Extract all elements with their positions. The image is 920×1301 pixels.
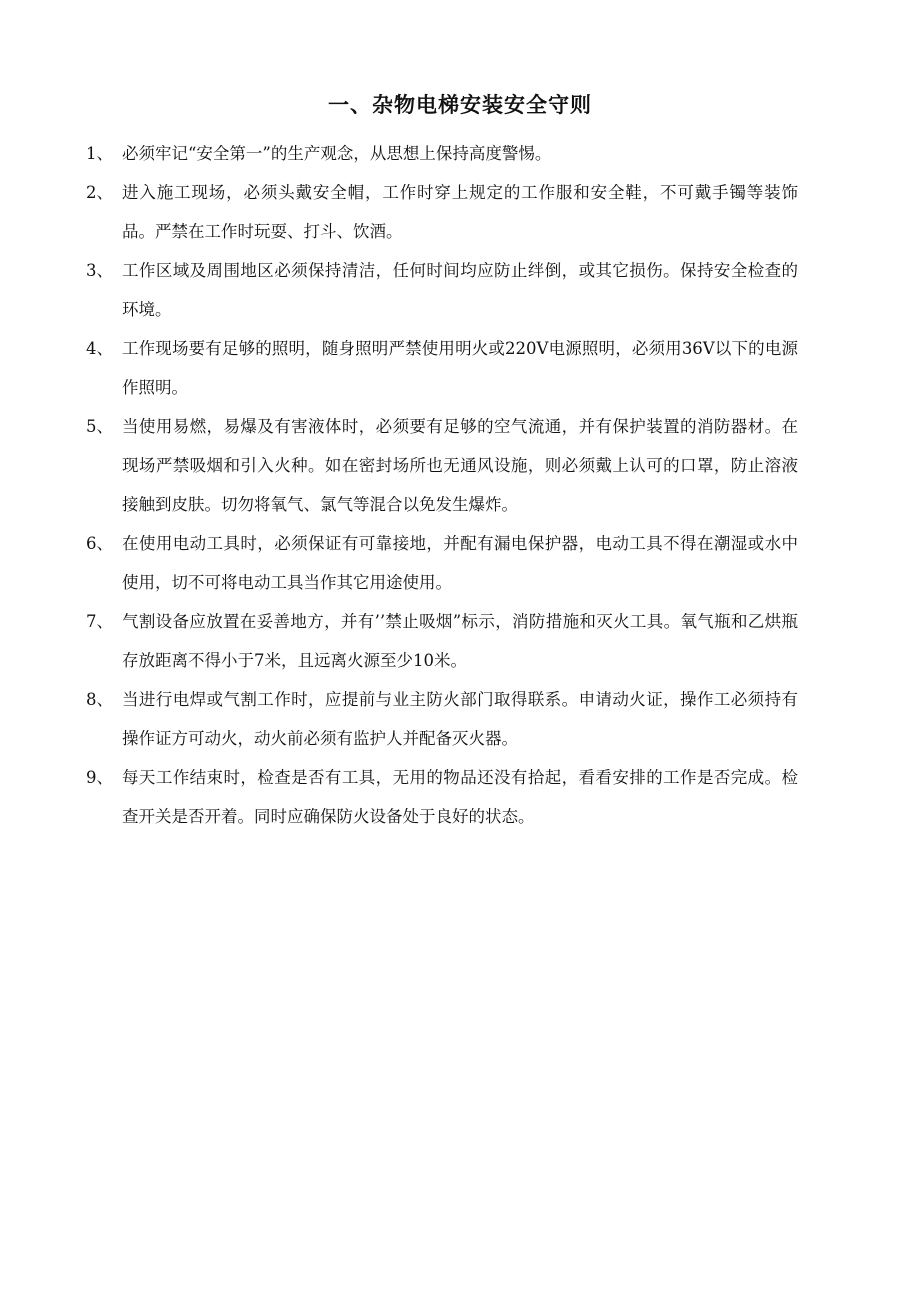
rule-text: 工作现场要有足够的照明，随身照明严禁使用明火或220V电源照明，必须用36V以下的电源作照明。 [122,339,798,397]
rule-number: 3、 [86,261,113,280]
document-title: 一、杂物电梯安装安全守则 [328,93,592,117]
rule-item [86,758,798,836]
rule-text: 在使用电动工具时，必须保证有可靠接地，并配有漏电保护器，电动工具不得在潮湿或水中使用，切不可将电动工具当作其它用途使用。 [122,534,798,592]
rule-text: 气割设备应放置在妥善地方，并有’’禁止吸烟”标示，消防措施和灭火工具。氧气瓶和乙烘瓶存放距离不得小于7米，且远离火源至少10米。 [122,612,798,670]
rule-item [86,407,798,524]
rule-text: 当使用易燃，易爆及有害液体时，必须要有足够的空气流通，并有保护装置的消防器材。在现场严禁吸烟和引入火种。如在密封场所也无通风设施，则必须戴上认可的口罩，防止溶液接触到皮肤。切勿将氧气、氯气等混合以免发生爆炸。 [122,417,798,514]
rule-number: 6、 [86,534,113,553]
rule-text: 每天工作结束时，检查是否有工具，无用的物品还没有拾起，看看安排的工作是否完成。检查开关是否开着。同时应确保防火设备处于良好的状态。 [122,768,798,826]
rules-list [86,134,798,836]
rule-text: 工作区域及周围地区必须保持清洁，任何时间均应防止绊倒，或其它损伤。保持安全检查的环境。 [122,261,798,319]
rule-item [86,173,798,251]
rule-number: 5、 [86,417,113,436]
rule-item [86,602,798,680]
rule-item [86,329,798,407]
rule-item [86,134,798,173]
rule-text: 必须牢记“安全第一”的生产观念，从思想上保持高度警惕。 [122,144,552,163]
rule-item [86,680,798,758]
rule-item [86,251,798,329]
rule-number: 9、 [86,768,113,787]
rule-item [86,524,798,602]
rule-number: 7、 [86,612,113,631]
rule-number: 8、 [86,690,113,709]
rule-text: 当进行电焊或气割工作时，应提前与业主防火部门取得联系。申请动火证，操作工必须持有操作证方可动火，动火前必须有监护人并配备灭火器。 [122,690,798,748]
rule-number: 4、 [86,339,113,358]
rule-text: 进入施工现场，必须头戴安全帽，工作时穿上规定的工作服和安全鞋，不可戴手镯等装饰品。严禁在工作时玩耍、打斗、饮酒。 [122,183,798,241]
rule-number: 1、 [86,144,113,163]
rule-number: 2、 [86,183,113,202]
